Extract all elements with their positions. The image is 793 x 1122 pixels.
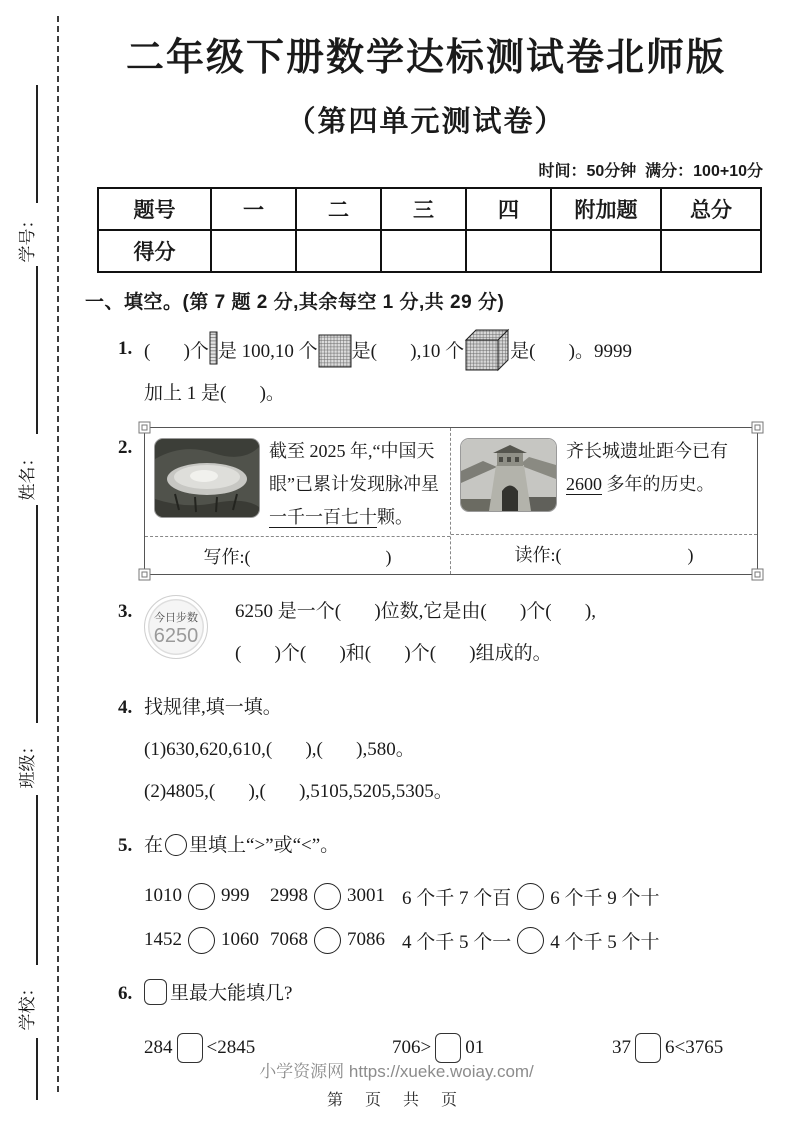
question-1-line-2: 加上 1 是( )。 xyxy=(144,383,285,404)
compare-circle-icon xyxy=(314,927,341,954)
score-cell xyxy=(211,230,296,272)
score-table-header-row xyxy=(98,188,761,230)
score-cell xyxy=(661,230,761,272)
header-bonus: 附加题 xyxy=(551,188,661,230)
question-3 xyxy=(85,591,767,675)
base-ten-rod-icon xyxy=(209,331,218,373)
fill-box-icon xyxy=(144,979,167,1005)
time-score-meta: 时间：50分钟 满分：100+10分 xyxy=(538,163,763,180)
page-number-line: 第 页 共 页 xyxy=(326,1092,466,1109)
question-4-body xyxy=(144,687,767,813)
badge-title: 今日步数 xyxy=(154,612,198,625)
fill-left-value: 706> xyxy=(392,1037,432,1059)
compare-circle-icon xyxy=(188,927,215,954)
q2-left-text: 截至 2025 年,“中国天眼”已累计发现脉冲星 xyxy=(269,441,439,494)
paper-title: 二年级下册数学达标测试卷北师版 xyxy=(125,37,726,79)
q2-right-tail: 多年的历史。 xyxy=(602,473,715,494)
student-id-label: 学号： xyxy=(18,211,37,263)
source-site-watermark: 小学资源网 https://xueke.woiay.com/ xyxy=(259,1062,534,1081)
compare-circle-icon xyxy=(188,883,215,910)
qi-greatwall-photo xyxy=(460,438,557,512)
q5-heading-post: 里填上“>”或“<”。 xyxy=(189,835,340,857)
question-5-row-1 xyxy=(144,881,767,911)
q2-left-underlined-number: 一千一百七十 xyxy=(269,506,377,527)
q2-right-text: 齐长城遗址距今已有 xyxy=(566,441,733,461)
main-content xyxy=(85,26,767,1065)
header-total: 总分 xyxy=(661,188,761,230)
frame-corner-ornament-icon xyxy=(138,568,151,581)
q1-text-1: ( )个 xyxy=(144,341,209,362)
compare-left-value: 7068 xyxy=(270,929,308,951)
frame-corner-ornament-icon xyxy=(138,421,151,434)
question-1 xyxy=(85,328,767,415)
question-1-body xyxy=(144,328,767,415)
compare-left-value: 6 个千 7 个百 xyxy=(402,887,512,909)
base-ten-flat-icon xyxy=(318,331,352,373)
question-4-item-2: (2)4805,( ),( ),5105,5205,5305。 xyxy=(144,781,453,803)
question-6-body xyxy=(144,973,767,1065)
comparison-item xyxy=(270,927,402,954)
question-4-number: 4. xyxy=(118,697,133,719)
compare-right-value: 1060 xyxy=(221,929,259,951)
compare-right-value: 3001 xyxy=(347,885,385,907)
frame-corner-ornament-icon xyxy=(751,568,764,581)
fill-right-value: <2845 xyxy=(206,1037,256,1059)
compare-circle-icon xyxy=(517,927,544,954)
question-6-heading xyxy=(144,973,767,1015)
question-1-number: 1. xyxy=(118,338,133,359)
paper-subtitle: （第四单元测试卷） xyxy=(286,106,566,138)
write-line xyxy=(36,85,38,203)
q2-right-content xyxy=(451,428,757,534)
header-section-3: 三 xyxy=(381,188,466,230)
fill-left-value: 284 xyxy=(144,1037,173,1059)
comparison-item xyxy=(270,883,402,910)
fill-left-value: 37 xyxy=(612,1037,631,1059)
question-5 xyxy=(85,825,767,955)
question-5-number: 5. xyxy=(118,835,133,857)
compare-right-value: 7086 xyxy=(347,929,385,951)
comparison-item xyxy=(144,927,270,954)
question-3-number: 3. xyxy=(118,601,133,623)
student-name-label: 姓名： xyxy=(18,449,37,501)
badge-step-count: 6250 xyxy=(153,625,199,648)
compare-right-value: 999 xyxy=(221,885,250,907)
q5-heading-pre: 在 xyxy=(144,835,164,857)
score-cell xyxy=(381,230,466,272)
comparison-item xyxy=(402,883,660,910)
q2-right-underlined-number: 2600 xyxy=(566,473,602,494)
class-label: 班级： xyxy=(18,737,37,789)
score-cell xyxy=(296,230,381,272)
fast-telescope-photo xyxy=(154,438,260,518)
q2-left-content xyxy=(145,428,450,536)
question-4 xyxy=(85,687,767,813)
header-section-1: 一 xyxy=(211,188,296,230)
comparison-item xyxy=(144,883,270,910)
compare-circle-icon xyxy=(517,883,544,910)
question-3-line-2: ( )个( )和( )个( )组成的。 xyxy=(235,643,552,665)
compare-left-value: 4 个千 5 个一 xyxy=(402,931,512,953)
q2-left-tail: 颗。 xyxy=(377,506,413,527)
page-footer xyxy=(0,1057,793,1110)
comparison-item xyxy=(402,927,660,954)
question-3-body xyxy=(235,591,767,675)
step-counter-badge xyxy=(144,595,208,659)
q2-write-label: 写作:( ) xyxy=(145,536,450,574)
compare-left-value: 1452 xyxy=(144,929,182,951)
question-1-line-1 xyxy=(144,328,767,373)
score-table-score-row xyxy=(98,230,761,272)
compare-left-value: 2998 xyxy=(270,885,308,907)
frame-corner-ornament-icon xyxy=(751,421,764,434)
header-question-no: 题号 xyxy=(98,188,211,230)
question-2 xyxy=(85,427,767,575)
write-line xyxy=(36,266,38,434)
score-cell xyxy=(551,230,661,272)
q1-text-3: 是( ),10 个 xyxy=(351,341,465,362)
fill-right-value: 01 xyxy=(465,1037,485,1059)
compare-left-value: 1010 xyxy=(144,885,182,907)
question-2-left-panel xyxy=(145,428,451,574)
question-4-heading: 找规律,填一填。 xyxy=(144,697,282,719)
question-4-item-1: (1)630,620,610,( ),( ),580。 xyxy=(144,739,415,761)
header-section-2: 二 xyxy=(296,188,381,230)
binding-fold-dashed-line xyxy=(57,16,59,1092)
question-2-number: 2. xyxy=(118,437,133,458)
compare-circle-icon xyxy=(314,883,341,910)
question-2-right-panel xyxy=(451,428,757,574)
write-line xyxy=(36,505,38,723)
question-2-frame xyxy=(144,427,758,575)
q2-read-label: 读作:( ) xyxy=(451,534,757,572)
school-label: 学校： xyxy=(18,979,37,1031)
question-2-grid xyxy=(145,428,757,574)
q1-text-2: 是 100,10 个 xyxy=(217,341,318,362)
write-line xyxy=(36,795,38,965)
question-5-row-2 xyxy=(144,925,767,955)
question-6 xyxy=(85,973,767,1065)
question-6-number: 6. xyxy=(118,983,133,1005)
question-5-heading xyxy=(144,825,767,867)
compare-right-value: 6 个千 9 个十 xyxy=(550,887,660,909)
compare-right-value: 4 个千 5 个十 xyxy=(550,931,660,953)
question-3-line-1: 6250 是一个( )位数,它是由( )个( ), xyxy=(235,601,596,623)
score-cell xyxy=(466,230,551,272)
q6-heading-post: 里最大能填几? xyxy=(170,983,293,1005)
header-section-4: 四 xyxy=(466,188,551,230)
fill-right-value: 6<3765 xyxy=(665,1037,724,1059)
compare-circle-icon xyxy=(165,834,187,856)
base-ten-cube-icon xyxy=(464,328,510,373)
score-table xyxy=(97,187,762,273)
section-1-heading: 一、填空。(第 7 题 2 分,其余每空 1 分,共 29 分) xyxy=(85,292,505,313)
q1-text-4: 是( )。9999 xyxy=(510,341,632,362)
score-row-label: 得分 xyxy=(98,230,211,272)
question-5-body xyxy=(144,825,767,955)
